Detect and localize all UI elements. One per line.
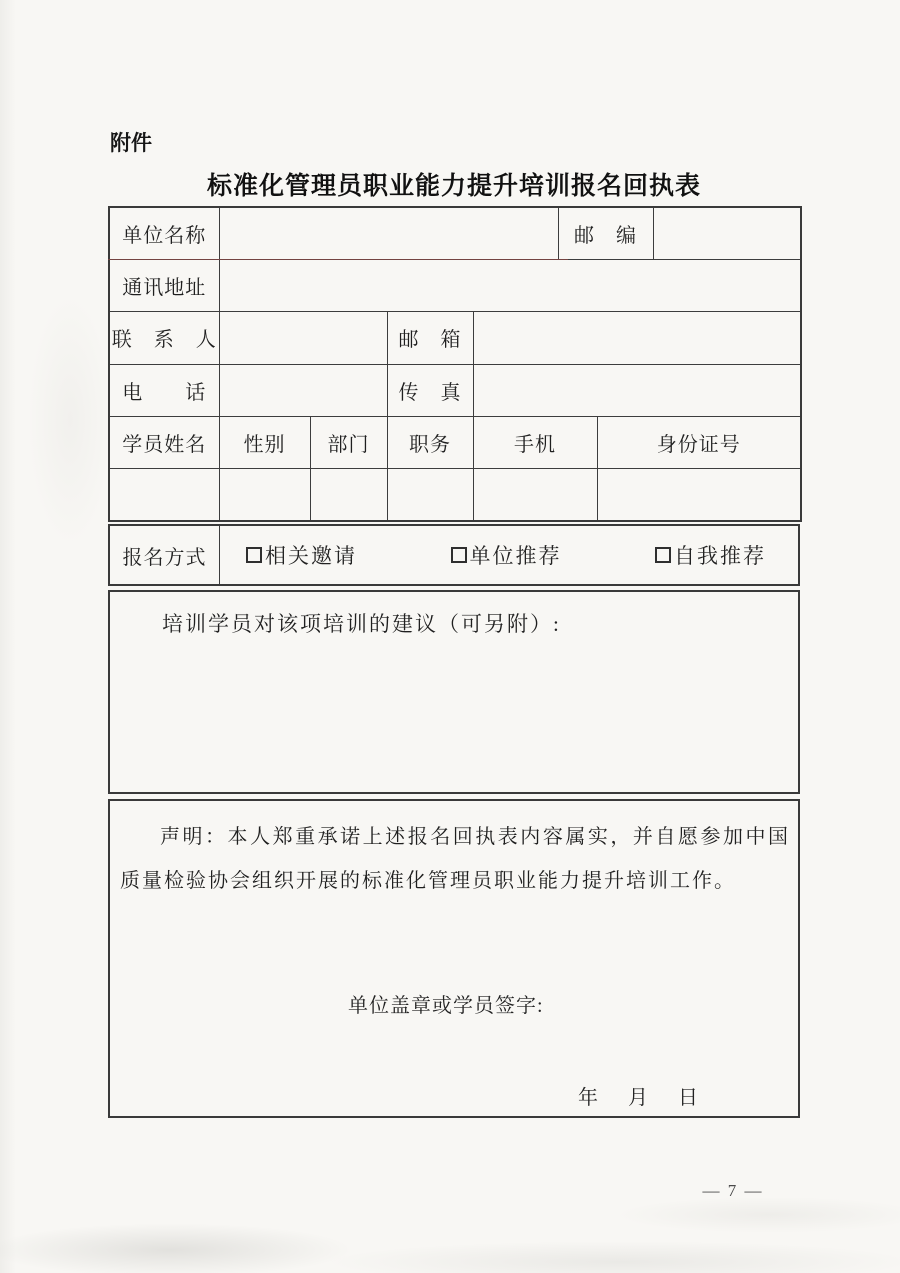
trainee-name-input-cell [109,468,219,521]
page-title: 标准化管理员职业能力提升培训报名回执表 [206,172,701,200]
postal-code-input-cell [653,207,801,259]
postal-code-label: 邮 编 [558,207,653,259]
checkbox-icon [655,547,671,563]
phone-label: 电 话 [109,364,219,416]
position-input-cell [387,468,473,521]
option-unit-recommend-label: 单位推荐 [469,544,562,568]
checkbox-icon [451,547,467,563]
gender-input-cell [219,468,310,521]
fax-label: 传 真 [387,364,473,416]
option-invitation-label: 相关邀请 [265,544,357,568]
checkbox-icon [246,547,262,563]
trainee-name-header: 学员姓名 [109,416,219,468]
department-input-cell [310,468,387,521]
declaration-section [108,799,800,1118]
option-invitation [246,540,357,570]
position-header: 职务 [387,416,473,468]
registration-method-row [108,524,800,586]
contact-label: 联 系 人 [109,311,219,364]
row-unit-name [109,207,801,259]
unit-name-label: 单位名称 [109,207,219,259]
contact-input-cell [219,311,387,364]
address-input-cell [219,259,801,311]
unit-name-input-cell [219,207,558,259]
mobile-header: 手机 [473,416,597,468]
row-phone [109,364,801,416]
suggestion-section [108,590,800,794]
date-line: 年 月 日 [578,1087,703,1109]
signature-prompt: 单位盖章或学员签字: [348,995,544,1017]
address-label: 通讯地址 [109,259,219,311]
option-self-recommend [655,540,766,570]
row-contact [109,311,801,364]
scan-artifact-line [108,259,568,260]
suggestion-prompt: 培训学员对该项培训的建议（可另附）: [162,612,561,636]
row-trainee-blank [109,468,801,521]
id-number-input-cell [597,468,801,521]
row-trainee-headers [109,416,801,468]
row-address [109,259,801,311]
department-header: 部门 [310,416,387,468]
phone-input-cell [219,364,387,416]
registration-method-label: 报名方式 [110,526,220,584]
gender-header: 性别 [219,416,310,468]
page-number: — 7 — [702,1181,764,1200]
option-self-recommend-label: 自我推荐 [674,544,766,568]
email-input-cell [473,311,801,364]
registration-method-options [220,526,798,584]
mobile-input-cell [473,468,597,521]
attachment-label: 附件 [110,132,152,155]
id-number-header: 身份证号 [597,416,801,468]
email-label: 邮 箱 [387,311,473,364]
option-unit-recommend [451,540,562,570]
fax-input-cell [473,364,801,416]
declaration-text: 声明：本人郑重承诺上述报名回执表内容属实，并自愿参加中国质量检验协会组织开展的标准化管理员职业能力提升培训工作。 [120,826,790,892]
registration-table [108,206,802,522]
